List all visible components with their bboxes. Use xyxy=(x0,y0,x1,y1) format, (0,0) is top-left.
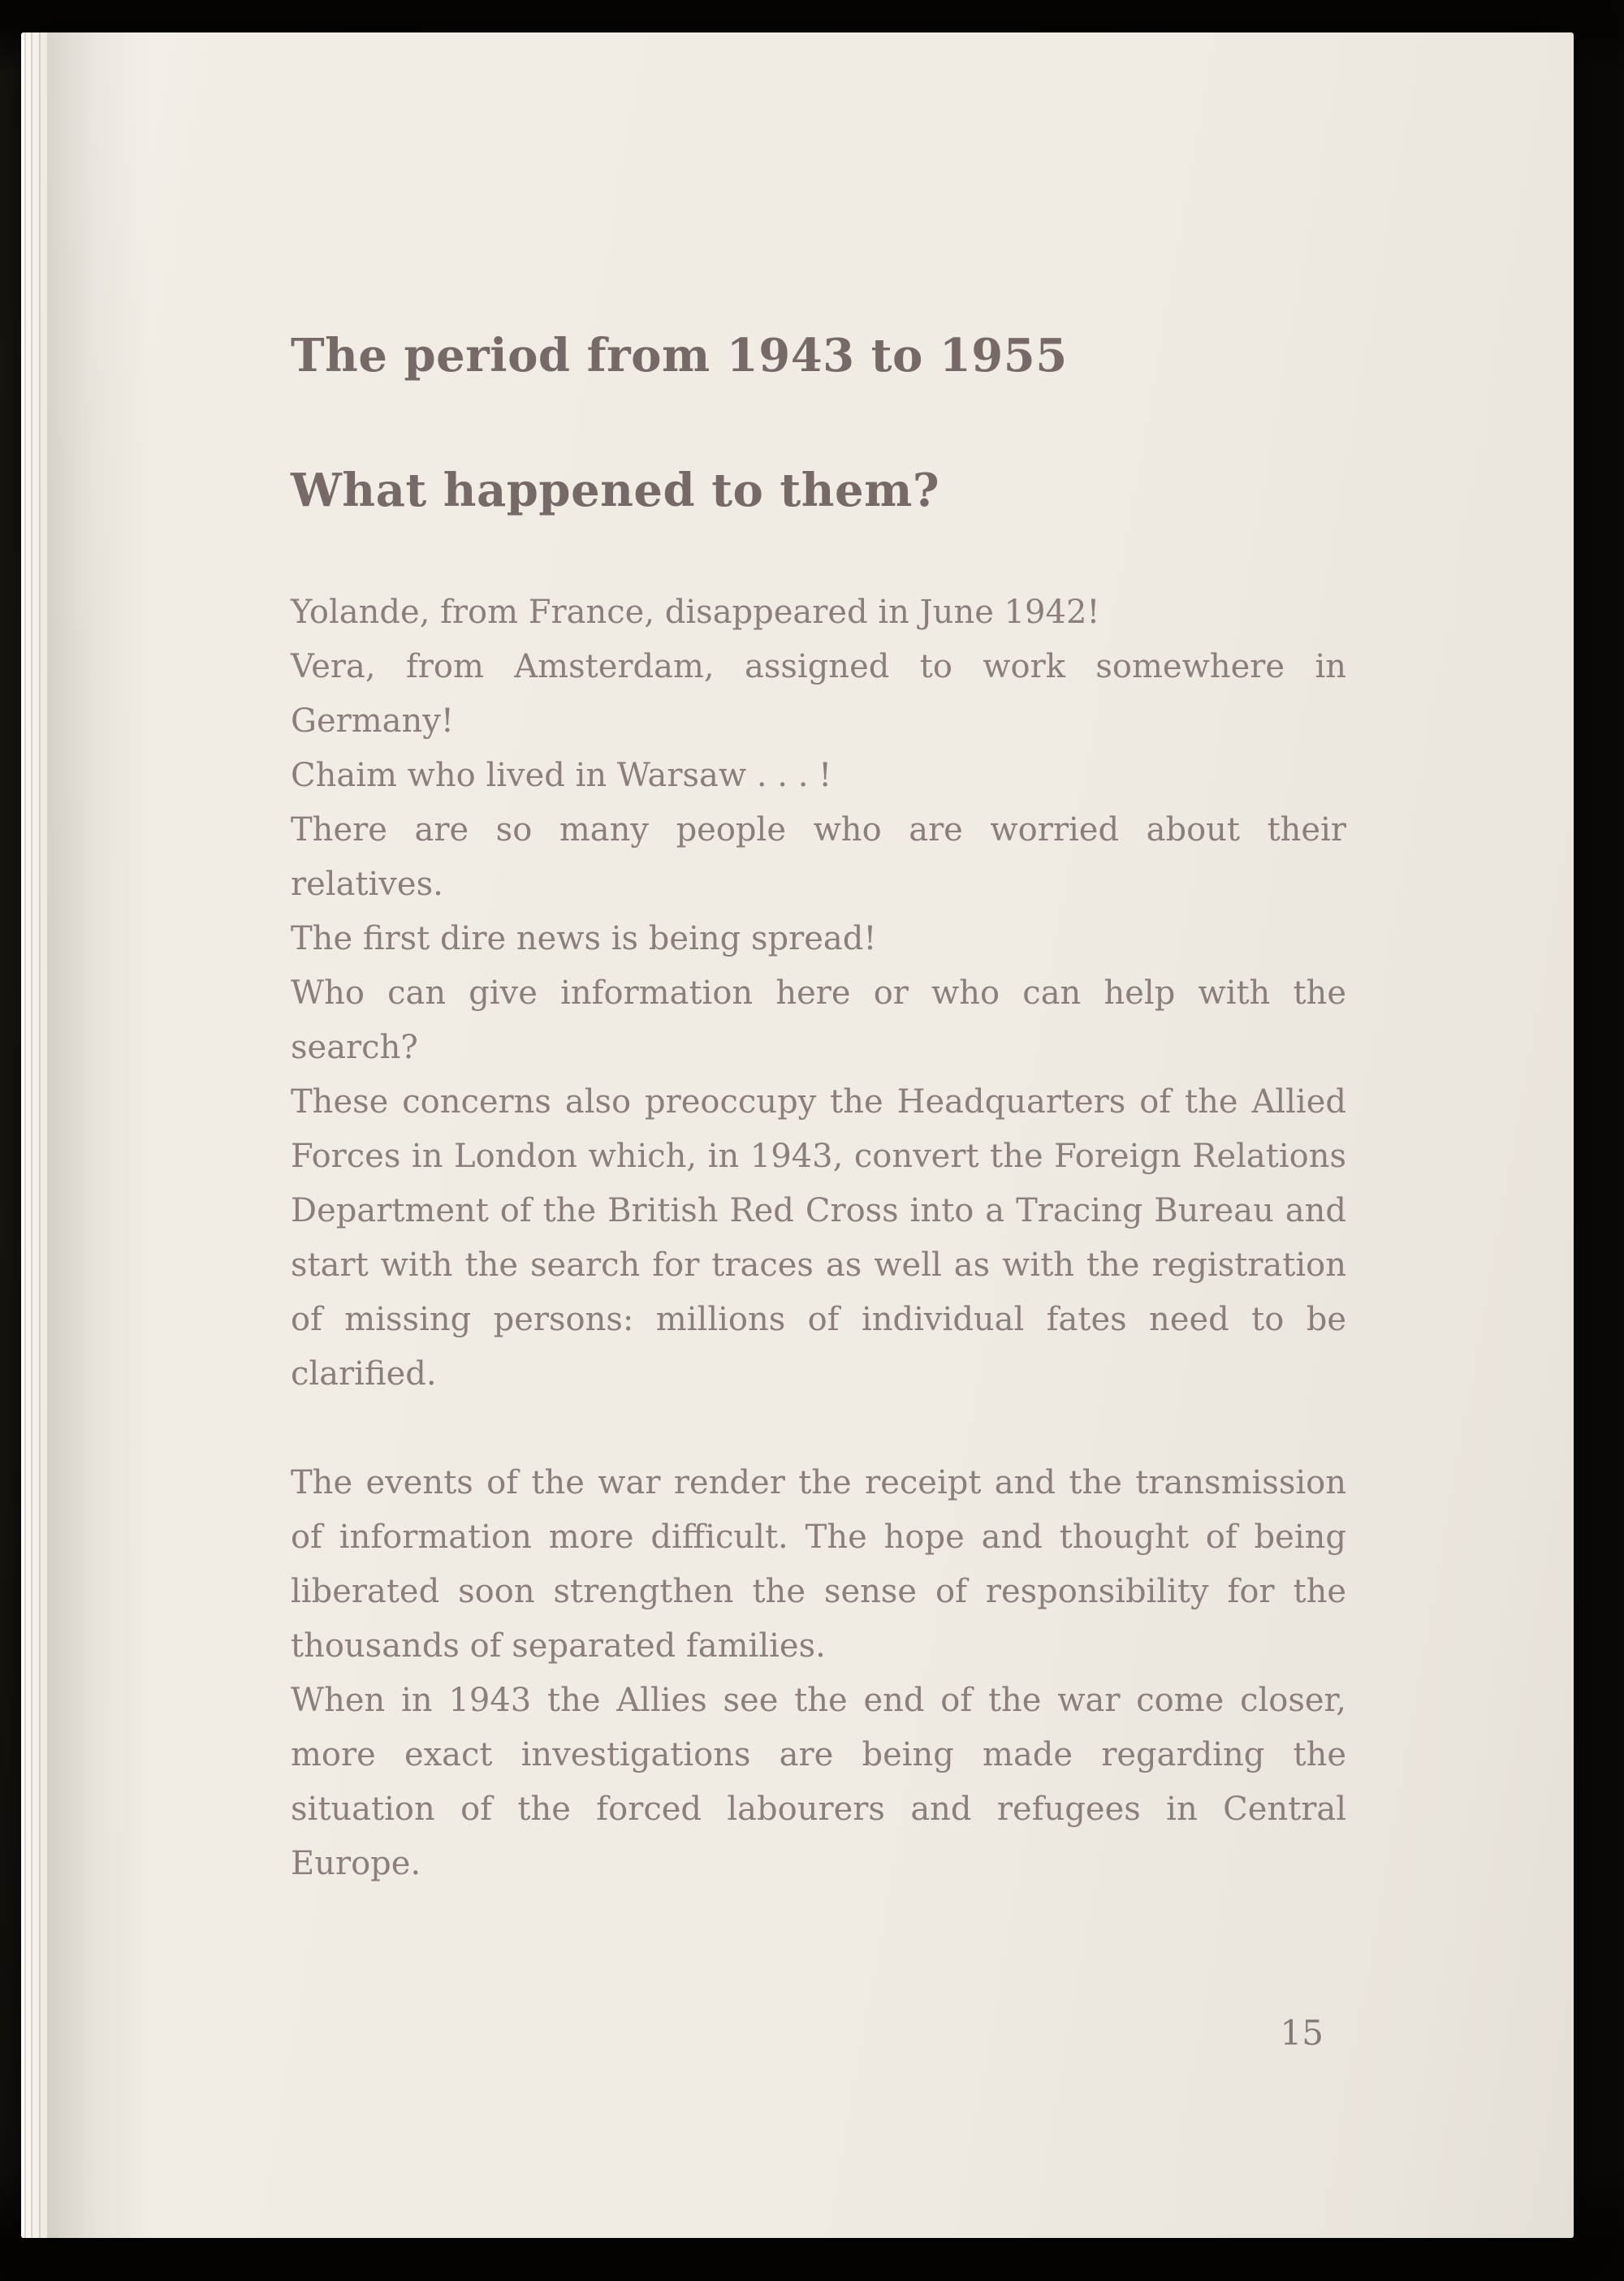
paragraph: Who can give information here or who can help with the search? xyxy=(291,974,1346,1066)
section-heading: What happened to them? xyxy=(291,464,940,518)
book-page xyxy=(21,32,1574,2238)
page-edge-stack xyxy=(21,32,47,2238)
paragraph: The first dire news is being spread! xyxy=(291,919,877,957)
paragraph: Yolande, from France, disappeared in June 1942! xyxy=(291,593,1100,631)
paragraph: Vera, from Amsterdam, assigned to work somewhere in Germany! xyxy=(291,647,1346,740)
paragraph: The events of the war render the receipt and the transmission of information more difficult. The hope and thought of being liberated soon strengthen the sense of responsibility for the thousands of separated families. xyxy=(291,1463,1346,1665)
page-content xyxy=(291,331,1346,2053)
paragraph: When in 1943 the Allies see the end of the war come closer, more exact investigations are being made regarding the situation of the forced labourers and refugees in Central Europe. xyxy=(291,1681,1346,1882)
chapter-heading: The period from 1943 to 1955 xyxy=(291,329,1068,382)
paragraph: These concerns also preoccupy the Headquarters of the Allied Forces in London which, in 1943, convert the Foreign Relations Department of the British Red Cross into a Tracing Bureau and start with the search for traces as well as with the registration of missing persons: millions of individual fates need to be clarified. xyxy=(291,1082,1346,1393)
paragraph: Chaim who lived in Warsaw . . . ! xyxy=(291,756,832,794)
page-number: 15 xyxy=(1280,2012,1324,2053)
paragraph: There are so many people who are worried about their relatives. xyxy=(291,810,1346,903)
